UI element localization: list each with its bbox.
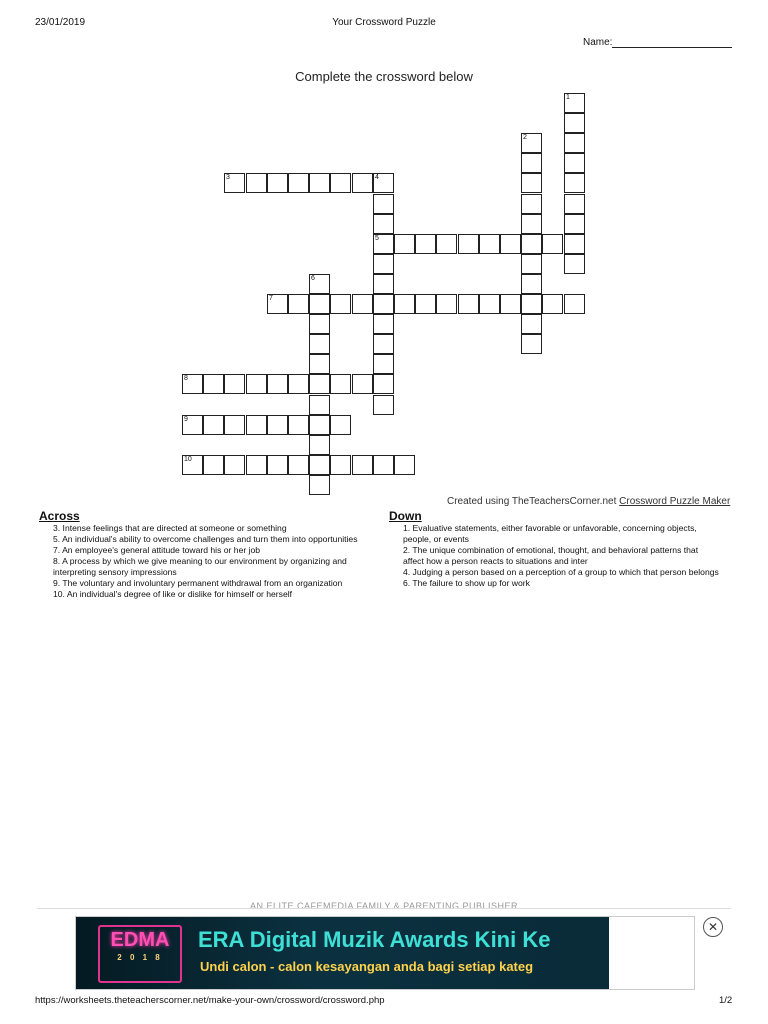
crossword-cell[interactable] xyxy=(267,455,288,475)
crossword-cell[interactable] xyxy=(415,294,436,314)
crossword-cell[interactable] xyxy=(309,294,330,314)
across-heading: Across xyxy=(39,509,80,523)
crossword-cell[interactable] xyxy=(564,113,585,133)
down-clue-list xyxy=(403,523,721,589)
crossword-cell[interactable] xyxy=(224,374,245,394)
clue-number: 1 xyxy=(566,94,570,101)
crossword-cell[interactable] xyxy=(373,334,394,354)
crossword-cell[interactable] xyxy=(436,294,457,314)
crossword-cell[interactable] xyxy=(394,455,415,475)
across-clue: 5. An individual's ability to overcome challenges and turn them into opportunities xyxy=(53,534,358,544)
crossword-cell[interactable] xyxy=(182,455,203,475)
crossword-cell[interactable] xyxy=(309,374,330,394)
clue-number: 8 xyxy=(184,375,188,382)
down-clue: 2. The unique combination of emotional, thought, and behavioral patterns that affect how a person reacts to situations and inter xyxy=(403,545,699,566)
crossword-cell[interactable] xyxy=(224,173,245,193)
clue-number: 2 xyxy=(523,134,527,141)
across-clue-list xyxy=(53,523,371,600)
crossword-cell[interactable] xyxy=(521,234,542,254)
crossword-cell[interactable] xyxy=(330,294,351,314)
crossword-cell[interactable] xyxy=(309,314,330,334)
crossword-cell[interactable] xyxy=(182,374,203,394)
publisher-line: AN ELITE CAFEMEDIA FAMILY & PARENTING PUBLISHER xyxy=(249,901,519,910)
crossword-cell[interactable] xyxy=(246,455,267,475)
crossword-cell[interactable] xyxy=(373,455,394,475)
ad-divider xyxy=(37,908,731,909)
crossword-cell[interactable] xyxy=(564,93,585,113)
crossword-cell[interactable] xyxy=(267,294,288,314)
crossword-cell[interactable] xyxy=(436,234,457,254)
crossword-cell[interactable] xyxy=(309,334,330,354)
across-clue: 7. An employee's general attitude toward his or her job xyxy=(53,545,261,555)
down-clue: 6. The failure to show up for work xyxy=(403,578,530,588)
print-date: 23/01/2019 xyxy=(35,17,86,28)
crossword-cell[interactable] xyxy=(203,374,224,394)
crossword-cell[interactable] xyxy=(309,455,330,475)
crossword-cell[interactable] xyxy=(182,415,203,435)
crossword-cell[interactable] xyxy=(394,294,415,314)
across-clue: 10. An individual's degree of like or dislike for himself or herself xyxy=(53,589,293,599)
crossword-cell[interactable] xyxy=(309,435,330,455)
crossword-cell[interactable] xyxy=(521,133,542,153)
crossword-cell[interactable] xyxy=(288,173,309,193)
down-clue: 1. Evaluative statements, either favorable or unfavorable, concerning objects, people, or events xyxy=(403,523,697,544)
page-title: Your Crossword Puzzle xyxy=(332,17,436,28)
crossword-cell[interactable] xyxy=(373,314,394,334)
crossword-cell[interactable] xyxy=(309,354,330,374)
crossword-cell[interactable] xyxy=(521,294,542,314)
crossword-cell[interactable] xyxy=(309,274,330,294)
crossword-cell[interactable] xyxy=(267,173,288,193)
clue-number: 5 xyxy=(375,235,379,242)
clue-number: 4 xyxy=(375,174,379,181)
crossword-cell[interactable] xyxy=(352,173,373,193)
crossword-cell[interactable] xyxy=(330,415,351,435)
crossword-cell[interactable] xyxy=(564,173,585,193)
crossword-cell[interactable] xyxy=(288,294,309,314)
crossword-maker-link[interactable]: Crossword Puzzle Maker xyxy=(619,496,731,507)
page-number: 1/2 xyxy=(719,995,733,1006)
crossword-cell[interactable] xyxy=(203,455,224,475)
crossword-cell[interactable] xyxy=(521,334,542,354)
crossword-cell[interactable] xyxy=(542,234,563,254)
clue-number: 10 xyxy=(184,456,192,463)
crossword-cell[interactable] xyxy=(246,173,267,193)
crossword-cell[interactable] xyxy=(224,415,245,435)
crossword-cell[interactable] xyxy=(564,234,585,254)
crossword-cell[interactable] xyxy=(330,374,351,394)
crossword-cell[interactable] xyxy=(246,374,267,394)
crossword-cell[interactable] xyxy=(330,455,351,475)
crossword-cell[interactable] xyxy=(564,214,585,234)
ad-logo-text: EDMA xyxy=(110,929,170,951)
crossword-cell[interactable] xyxy=(564,133,585,153)
puzzle-instruction: Complete the crossword below xyxy=(295,69,473,84)
crossword-cell[interactable] xyxy=(309,395,330,415)
across-clue: 3. Intense feelings that are directed at someone or something xyxy=(53,523,287,533)
crossword-cell[interactable] xyxy=(373,254,394,274)
crossword-cell[interactable] xyxy=(415,234,436,254)
ad-banner[interactable] xyxy=(76,917,609,989)
crossword-cell[interactable] xyxy=(330,173,351,193)
down-clue: 4. Judging a person based on a perception of a group to which that person belongs xyxy=(403,567,719,577)
ad-logo-year: 2 0 1 8 xyxy=(117,953,163,962)
crossword-cell[interactable] xyxy=(458,294,479,314)
crossword-cell[interactable] xyxy=(564,254,585,274)
ad-headline: ERA Digital Muzik Awards Kini Ke xyxy=(198,927,551,952)
crossword-cell[interactable] xyxy=(373,194,394,214)
crossword-cell[interactable] xyxy=(373,173,394,193)
crossword-cell[interactable] xyxy=(458,234,479,254)
crossword-cell[interactable] xyxy=(521,173,542,193)
crossword-cell[interactable] xyxy=(352,374,373,394)
crossword-cell[interactable] xyxy=(542,294,563,314)
crossword-cell[interactable] xyxy=(521,254,542,274)
crossword-cell[interactable] xyxy=(500,294,521,314)
credit-line xyxy=(447,496,730,507)
ad-subline: Undi calon - calon kesayangan anda bagi setiap kateg xyxy=(200,959,534,974)
crossword-cell[interactable] xyxy=(373,294,394,314)
across-clue: 9. The voluntary and involuntary permanent withdrawal from an organization xyxy=(53,578,343,588)
crossword-cell[interactable] xyxy=(521,314,542,334)
crossword-cell[interactable] xyxy=(373,214,394,234)
crossword-cell[interactable] xyxy=(500,234,521,254)
crossword-cell[interactable] xyxy=(479,234,500,254)
crossword-cell[interactable] xyxy=(203,415,224,435)
footer-url: https://worksheets.theteacherscorner.net/make-your-own/crossword/crossword.php xyxy=(35,995,385,1006)
clue-number: 9 xyxy=(184,416,188,423)
crossword-cell[interactable] xyxy=(564,294,585,314)
crossword-cell[interactable] xyxy=(309,475,330,495)
crossword-cell[interactable] xyxy=(309,415,330,435)
name-label: Name: xyxy=(583,37,613,48)
crossword-cell[interactable] xyxy=(521,153,542,173)
crossword-cell[interactable] xyxy=(564,153,585,173)
crossword-cell[interactable] xyxy=(373,395,394,415)
crossword-cell[interactable] xyxy=(521,214,542,234)
crossword-cell[interactable] xyxy=(288,455,309,475)
crossword-cell[interactable] xyxy=(394,234,415,254)
crossword-cell[interactable] xyxy=(521,274,542,294)
across-clue: 8. A process by which we give meaning to our environment by organizing and interpreting sensory impressions xyxy=(53,556,347,577)
crossword-cell[interactable] xyxy=(352,455,373,475)
crossword-cell[interactable] xyxy=(246,415,267,435)
close-icon[interactable]: ✕ xyxy=(703,917,723,937)
crossword-cell[interactable] xyxy=(288,415,309,435)
clue-number: 7 xyxy=(269,295,273,302)
crossword-cell[interactable] xyxy=(224,455,245,475)
clue-number: 3 xyxy=(226,174,230,181)
crossword-cell[interactable] xyxy=(373,374,394,394)
crossword-cell[interactable] xyxy=(352,294,373,314)
crossword-cell[interactable] xyxy=(309,173,330,193)
crossword-cell[interactable] xyxy=(267,415,288,435)
edma-logo xyxy=(98,925,182,983)
clue-number: 6 xyxy=(311,275,315,282)
crossword-cell[interactable] xyxy=(564,194,585,214)
crossword-cell[interactable] xyxy=(373,274,394,294)
crossword-cell[interactable] xyxy=(373,354,394,374)
crossword-cell[interactable] xyxy=(521,194,542,214)
crossword-cell[interactable] xyxy=(288,374,309,394)
crossword-cell[interactable] xyxy=(267,374,288,394)
down-heading: Down xyxy=(389,509,422,523)
crossword-cell[interactable] xyxy=(373,234,394,254)
credit-text: Created using TheTeachersCorner.net xyxy=(447,496,617,507)
crossword-cell[interactable] xyxy=(479,294,500,314)
